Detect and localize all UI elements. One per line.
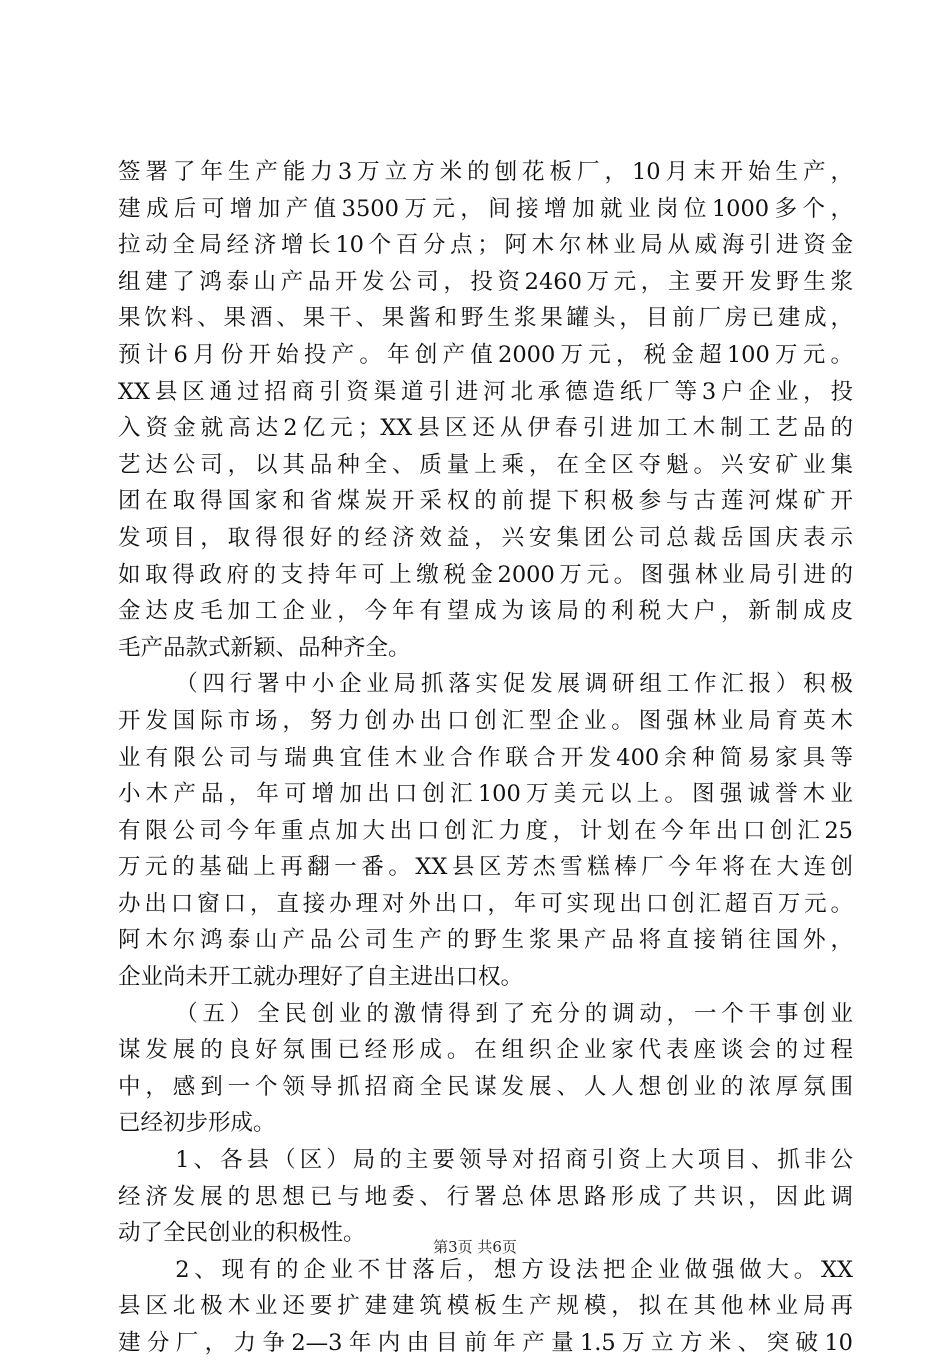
text-line: 艺达公司，以其品种全、质量上乘，在全区夺魁。兴安矿业集 (118, 451, 853, 478)
text-line: 已经初步形成。 (118, 1110, 276, 1137)
text-line: 谋发展的良好氛围已经形成。在组织企业家代表座谈会的过程 (118, 1037, 853, 1064)
text-line: 毛产品款式新颖、品种齐全。 (118, 634, 411, 661)
text-line: 发项目，取得很好的经济效益，兴安集团公司总裁岳国庆表示 (118, 524, 853, 551)
text-line: 入资金就高达2亿元；XX县区还从伊春引进加工木制工艺品的 (118, 415, 853, 442)
text-line: 企业尚未开工就办理好了自主进出口权。 (118, 964, 524, 991)
text-line: XX县区通过招商引资渠道引进河北承德造纸厂等3户企业，投 (118, 378, 853, 405)
text-line: 中，感到一个领导抓招商全民谋发展、人人想创业的浓厚氛围 (118, 1073, 853, 1100)
text-line: 果饮料、果酒、果干、果酱和野生浆果罐头，目前厂房已建成， (118, 305, 853, 332)
text-line: 拉动全局经济增长10个百分点；阿木尔林业局从威海引进资金 (118, 232, 853, 259)
page-footer: 第3页 共6页 (433, 1238, 517, 1256)
text-line: 万元的基础上再翻一番。XX县区芳杰雪糕棒厂今年将在大连创 (118, 854, 853, 881)
text-line: 预计6月份开始投产。年创产值2000万元，税金超100万元。 (118, 341, 853, 368)
text-line: 办出口窗口，直接办理对外出口，年可实现出口创汇超百万元。 (118, 890, 853, 917)
text-line: （五）全民创业的激情得到了充分的调动，一个干事创业 (175, 1000, 853, 1027)
text-line: 建分厂，力争2—3年内由目前年产量1.5万立方米、突破10 (118, 1330, 853, 1356)
text-line: 阿木尔鸿泰山产品公司生产的野生浆果产品将直接销往国外， (118, 927, 853, 954)
text-line: 如取得政府的支持年可上缴税金2000万元。图强林业局引进的 (118, 561, 853, 588)
text-line: 有限公司今年重点加大出口创汇力度，计划在今年出口创汇25 (118, 817, 853, 844)
text-line: 2、现有的企业不甘落后，想方设法把企业做强做大。XX (175, 1256, 853, 1283)
text-line: 动了全民创业的积极性。 (118, 1220, 366, 1247)
text-line: 团在取得国家和省煤炭开采权的前提下积极参与古莲河煤矿开 (118, 488, 853, 515)
text-line: 金达皮毛加工企业，今年有望成为该局的利税大户，新制成皮 (118, 598, 853, 625)
text-line: 开发国际市场，努力创办出口创汇型企业。图强林业局育英木 (118, 707, 853, 734)
text-line: 经济发展的思想已与地委、行署总体思路形成了共识，因此调 (118, 1183, 853, 1210)
text-line: 1、各县（区）局的主要领导对招商引资上大项目、抓非公 (175, 1147, 853, 1174)
text-line: （四行署中小企业局抓落实促发展调研组工作汇报）积极 (175, 671, 853, 698)
text-line: 签署了年生产能力3万立方米的刨花板厂，10月末开始生产， (118, 159, 853, 185)
text-line: 业有限公司与瑞典宜佳木业合作联合开发400余种简易家具等 (118, 744, 853, 771)
text-line: 组建了鸿泰山产品开发公司，投资2460万元，主要开发野生浆 (118, 268, 853, 295)
text-line: 县区北极木业还要扩建建筑模板生产规模，拟在其他林业局再 (118, 1293, 853, 1320)
text-line: 建成后可增加产值3500万元，间接增加就业岗位1000多个， (118, 195, 853, 222)
document-body (118, 154, 853, 1362)
text-line: 小木产品，年可增加出口创汇100万美元以上。图强诚誉木业 (118, 781, 853, 808)
